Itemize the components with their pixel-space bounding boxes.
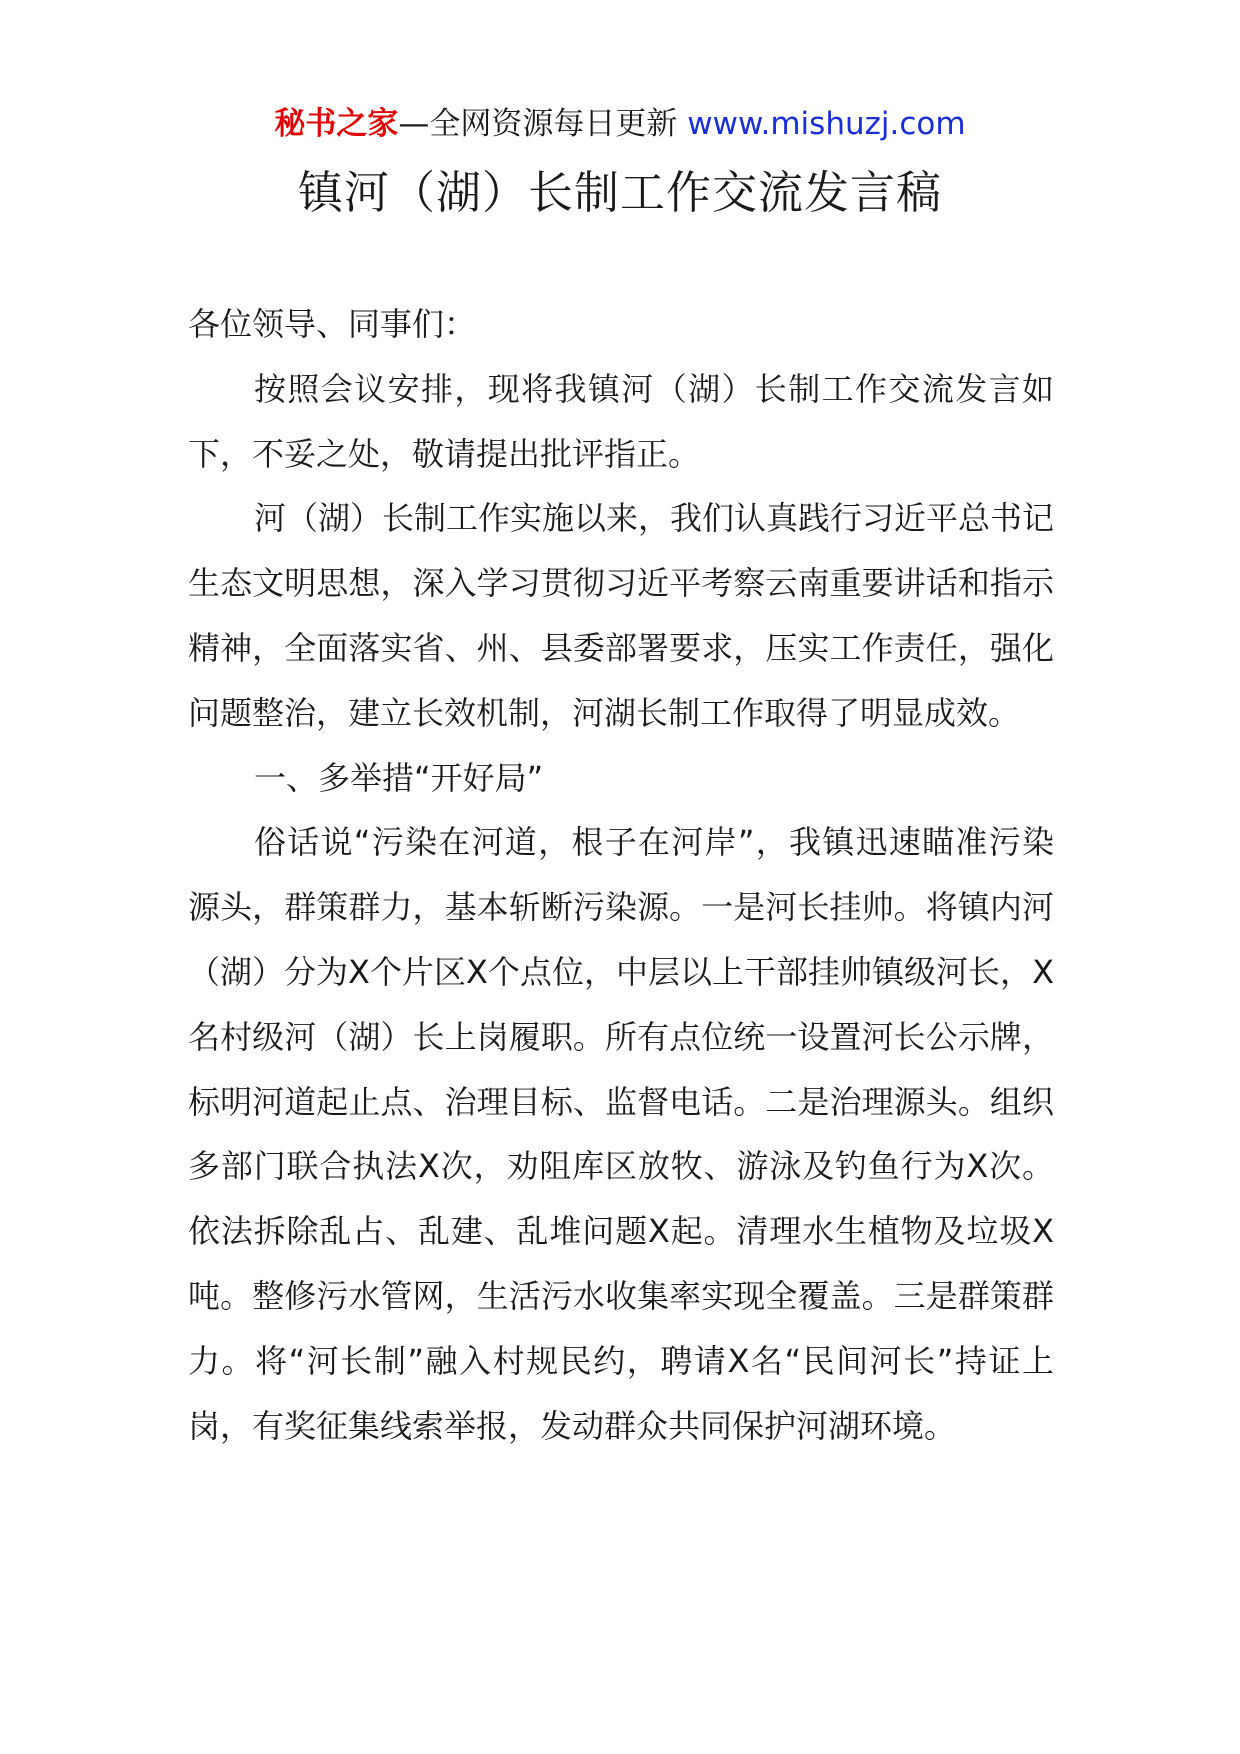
greeting: 各位领导、同事们： [188, 305, 477, 343]
header-tagline: —全网资源每日更新 [398, 106, 688, 142]
site-link[interactable]: www.mishuzj.com [687, 106, 966, 142]
paragraph-intro: 按照会议安排，现将我镇河（湖）长制工作交流发言如下，不妥之处，敬请提出批评指正。 [188, 369, 1054, 473]
section-heading: 一、多举措“开好局” [254, 758, 544, 797]
document-title: 镇河（湖）长制工作交流发言稿 [297, 166, 942, 219]
document-body [188, 292, 1054, 1458]
section-paragraph: 俗话说“污染在河道，根子在河岸”，我镇迅速瞄准污染源头，群策群力，基本斩断污染源。一是河长挂帅。将镇内河（湖）分为X个片区X个点位，中层以上干部挂帅镇级河长，X名村级河（湖）长上岗履职。所有点位统一设置河长公示牌，标明河道起止点、治理目标、监督电话。二是治理源头。组织多部门联合执法X次，劝阻库区放牧、游泳及钓鱼行为X次。依法拆除乱占、乱建、乱堆问题X起。清理水生植物及垃圾X吨。整修污水管网，生活污水收集率实现全覆盖。三是群策群力。将“河长制”融入村规民约，聘请X名“民间河长”持证上岗，有奖征集线索举报，发动群众共同保护河湖环境。 [188, 823, 1054, 1445]
brand-name: 秘书之家 [274, 106, 399, 142]
paragraph-summary: 河（湖）长制工作实施以来，我们认真践行习近平总书记生态文明思想，深入学习贯彻习近平考察云南重要讲话和指示精神，全面落实省、州、县委部署要求，压实工作责任，强化问题整治，建立长效机制，河湖长制工作取得了明显成效。 [188, 499, 1055, 732]
watermark-header [0, 104, 1240, 144]
